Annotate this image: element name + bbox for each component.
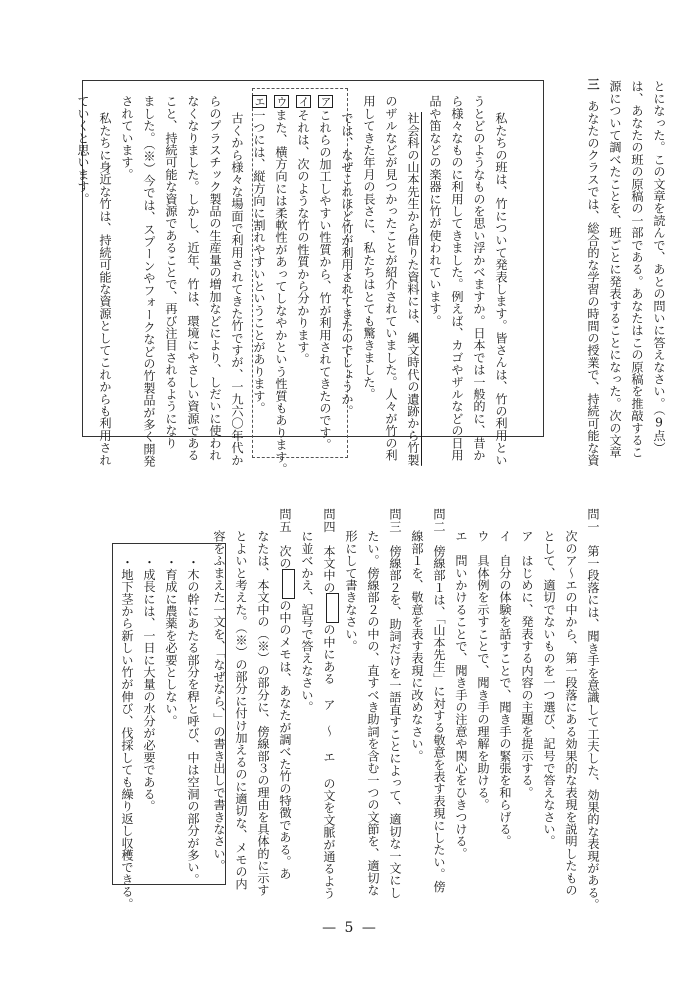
q5-label: 問五 xyxy=(278,508,292,533)
memo-item: ・地下茎から新しい竹が伸び、伐採しても繰り返し収穫できる。 xyxy=(120,556,134,910)
box-reference-icon xyxy=(282,569,295,599)
passage-line: ていくと思います。 xyxy=(76,95,90,205)
intro-line: 源について調べたことを、班ごとに発表することになった。次の文章 xyxy=(608,80,622,459)
box-text: これらの加工しやすい性質から、竹が利用されてきたのです。 xyxy=(318,109,332,451)
intro-line: あなたのクラスでは、総合的な学習の時間の授業で、持続可能な資 xyxy=(586,100,600,466)
q4-text: 本文中の xyxy=(322,544,336,594)
passage-line: なくなりました。しかし、近年、竹は、環境にやさしい資源である xyxy=(186,95,200,461)
question-number: 三 xyxy=(586,78,600,91)
memo-item: ・成長には、一日に大量の水分が必要である。 xyxy=(142,556,156,813)
option-u: ウ 具体例を示すことで、聞き手の理解を助ける。 xyxy=(476,530,490,811)
passage-line: らのプラスチック製品の生産量の増加などにより、しだいに使われ xyxy=(208,95,222,461)
page-number: — 5 — xyxy=(322,920,378,936)
memo-item: ・木の幹にあたる部分を稈と呼び、中は空洞の部分が多い。 xyxy=(186,556,200,886)
label-e: エ xyxy=(253,96,266,107)
passage-line: 古くから様々な場面で利用されてきた竹ですが、一九六〇年代か xyxy=(230,112,244,466)
passage-line: されています。 xyxy=(120,95,134,181)
q1-line: 次のア〜エの中から、第一段落にある効果的な表現を説明したもの xyxy=(564,530,578,896)
passage-line: 品や笛などの楽器に竹が使われています。 xyxy=(428,95,442,327)
q2-line: 線部１を、敬意を表す表現に改めなさい。 xyxy=(410,530,424,762)
passage-line: のザルなどが見つかったことが紹介されていました。人々が竹の利 xyxy=(384,95,398,461)
q3-line: 形にして書きなさい。 xyxy=(344,530,358,652)
label-i: イ xyxy=(297,96,310,107)
box-text: それは、次のような竹の性質から分かります。 xyxy=(296,109,310,366)
passage-line: では、なぜこれほど竹が利用されてきたのでしょうか。 xyxy=(340,112,354,417)
option-i: イ 自分の体験を話すことで、聞き手の緊張を和らげる。 xyxy=(498,530,512,848)
q4-text: の中にある ア 〜 エ の文を文脈が通るよう xyxy=(322,623,336,900)
q5-text: の中のメモは、あなたが調べた竹の特徴である。あ xyxy=(278,599,292,880)
passage-line: 私たちの班は、竹について発表します。皆さんは、竹の利用とい xyxy=(494,112,508,466)
box-text: 一つには、縦方向に割れやすいということがあります。 xyxy=(252,109,266,414)
q4-line xyxy=(318,508,340,899)
q4-line: に並べかえ、記号で答えなさい。 xyxy=(300,530,314,713)
passage-line xyxy=(402,112,424,466)
box-sentence-u xyxy=(270,94,292,475)
memo-item: ・育成に農薬を必要としない。 xyxy=(164,556,178,727)
option-a: ア はじめに、発表する内容の主題を提示する。 xyxy=(520,530,534,799)
q5-text: 次の xyxy=(278,544,292,570)
q1-line: として、適切でないものを一つ選び、記号で答えなさい。 xyxy=(542,530,556,848)
q5-line: なたは、本文中の（※）の部分に、傍線部３の理由を具体的に示す xyxy=(256,530,270,896)
q5-line: 容をふまえた一文を、「なぜなら、」の書き出しで書きなさい。 xyxy=(212,530,226,872)
q4-label: 問四 xyxy=(322,508,336,533)
option-e: エ 問いかけることで、聞き手の注意や関心をひきつける。 xyxy=(454,530,468,860)
q3-line: たい。傍線部２の中の、直すべき助詞を含む一つの文節を、適切な xyxy=(366,530,380,896)
label-a: ア xyxy=(319,96,332,107)
box-sentence-i xyxy=(292,94,314,365)
label-u: ウ xyxy=(275,96,288,107)
intro-line: は、あなたの班の原稿の一部である。あなたはこの原稿を推敲するこ xyxy=(630,80,644,459)
q5-line xyxy=(274,508,296,880)
box-sentence-e xyxy=(248,94,270,414)
box-sentence-a xyxy=(314,94,336,451)
q2-line: 問二 傍線部１は、「山本先生」に対する敬意を表す表現にしたい。傍 xyxy=(432,508,446,893)
underlined-phrase-1: 社会科の山本先生から借りた資料には、縄文時代の遺跡から竹製 xyxy=(406,112,420,466)
box-reference-icon xyxy=(326,593,339,623)
q1-line: 問一 第一段落には、聞き手を意識して工夫した、効果的な表現がある。 xyxy=(586,508,600,911)
passage-line: 私たちに身近な竹は、持続可能な資源としてこれからも利用され xyxy=(98,112,112,466)
passage-line: ました。（※）今では、スプーンやフォークなどの竹製品が多く開発 xyxy=(142,95,156,468)
q3-line: 問三 傍線部２を、助詞だけを一語直すことによって、適切な一文にし xyxy=(388,508,402,899)
passage-line: 用してきた年月の長さに、私たちはとても驚きました。 xyxy=(362,95,376,400)
passage-line: うとどのようなものを思い浮かべますか。日本では一般的に、昔か xyxy=(472,95,486,461)
passage-line: こと、持続可能な資源であることで、再び注目されるようになり xyxy=(164,95,178,449)
q5-line: とよいと考えた。（※）の部分に付け加えるのに適切な、メモの内 xyxy=(234,530,248,890)
box-text: また、横方向には柔軟性があってしなやかという性質もあります。 xyxy=(274,109,288,475)
passage-line: ら様々なものに利用してきました。例えば、カゴやザルなどの日用 xyxy=(450,95,464,461)
intro-line: とになった。この文章を読んで、あとの問いに答えなさい。（9点） xyxy=(652,80,666,454)
